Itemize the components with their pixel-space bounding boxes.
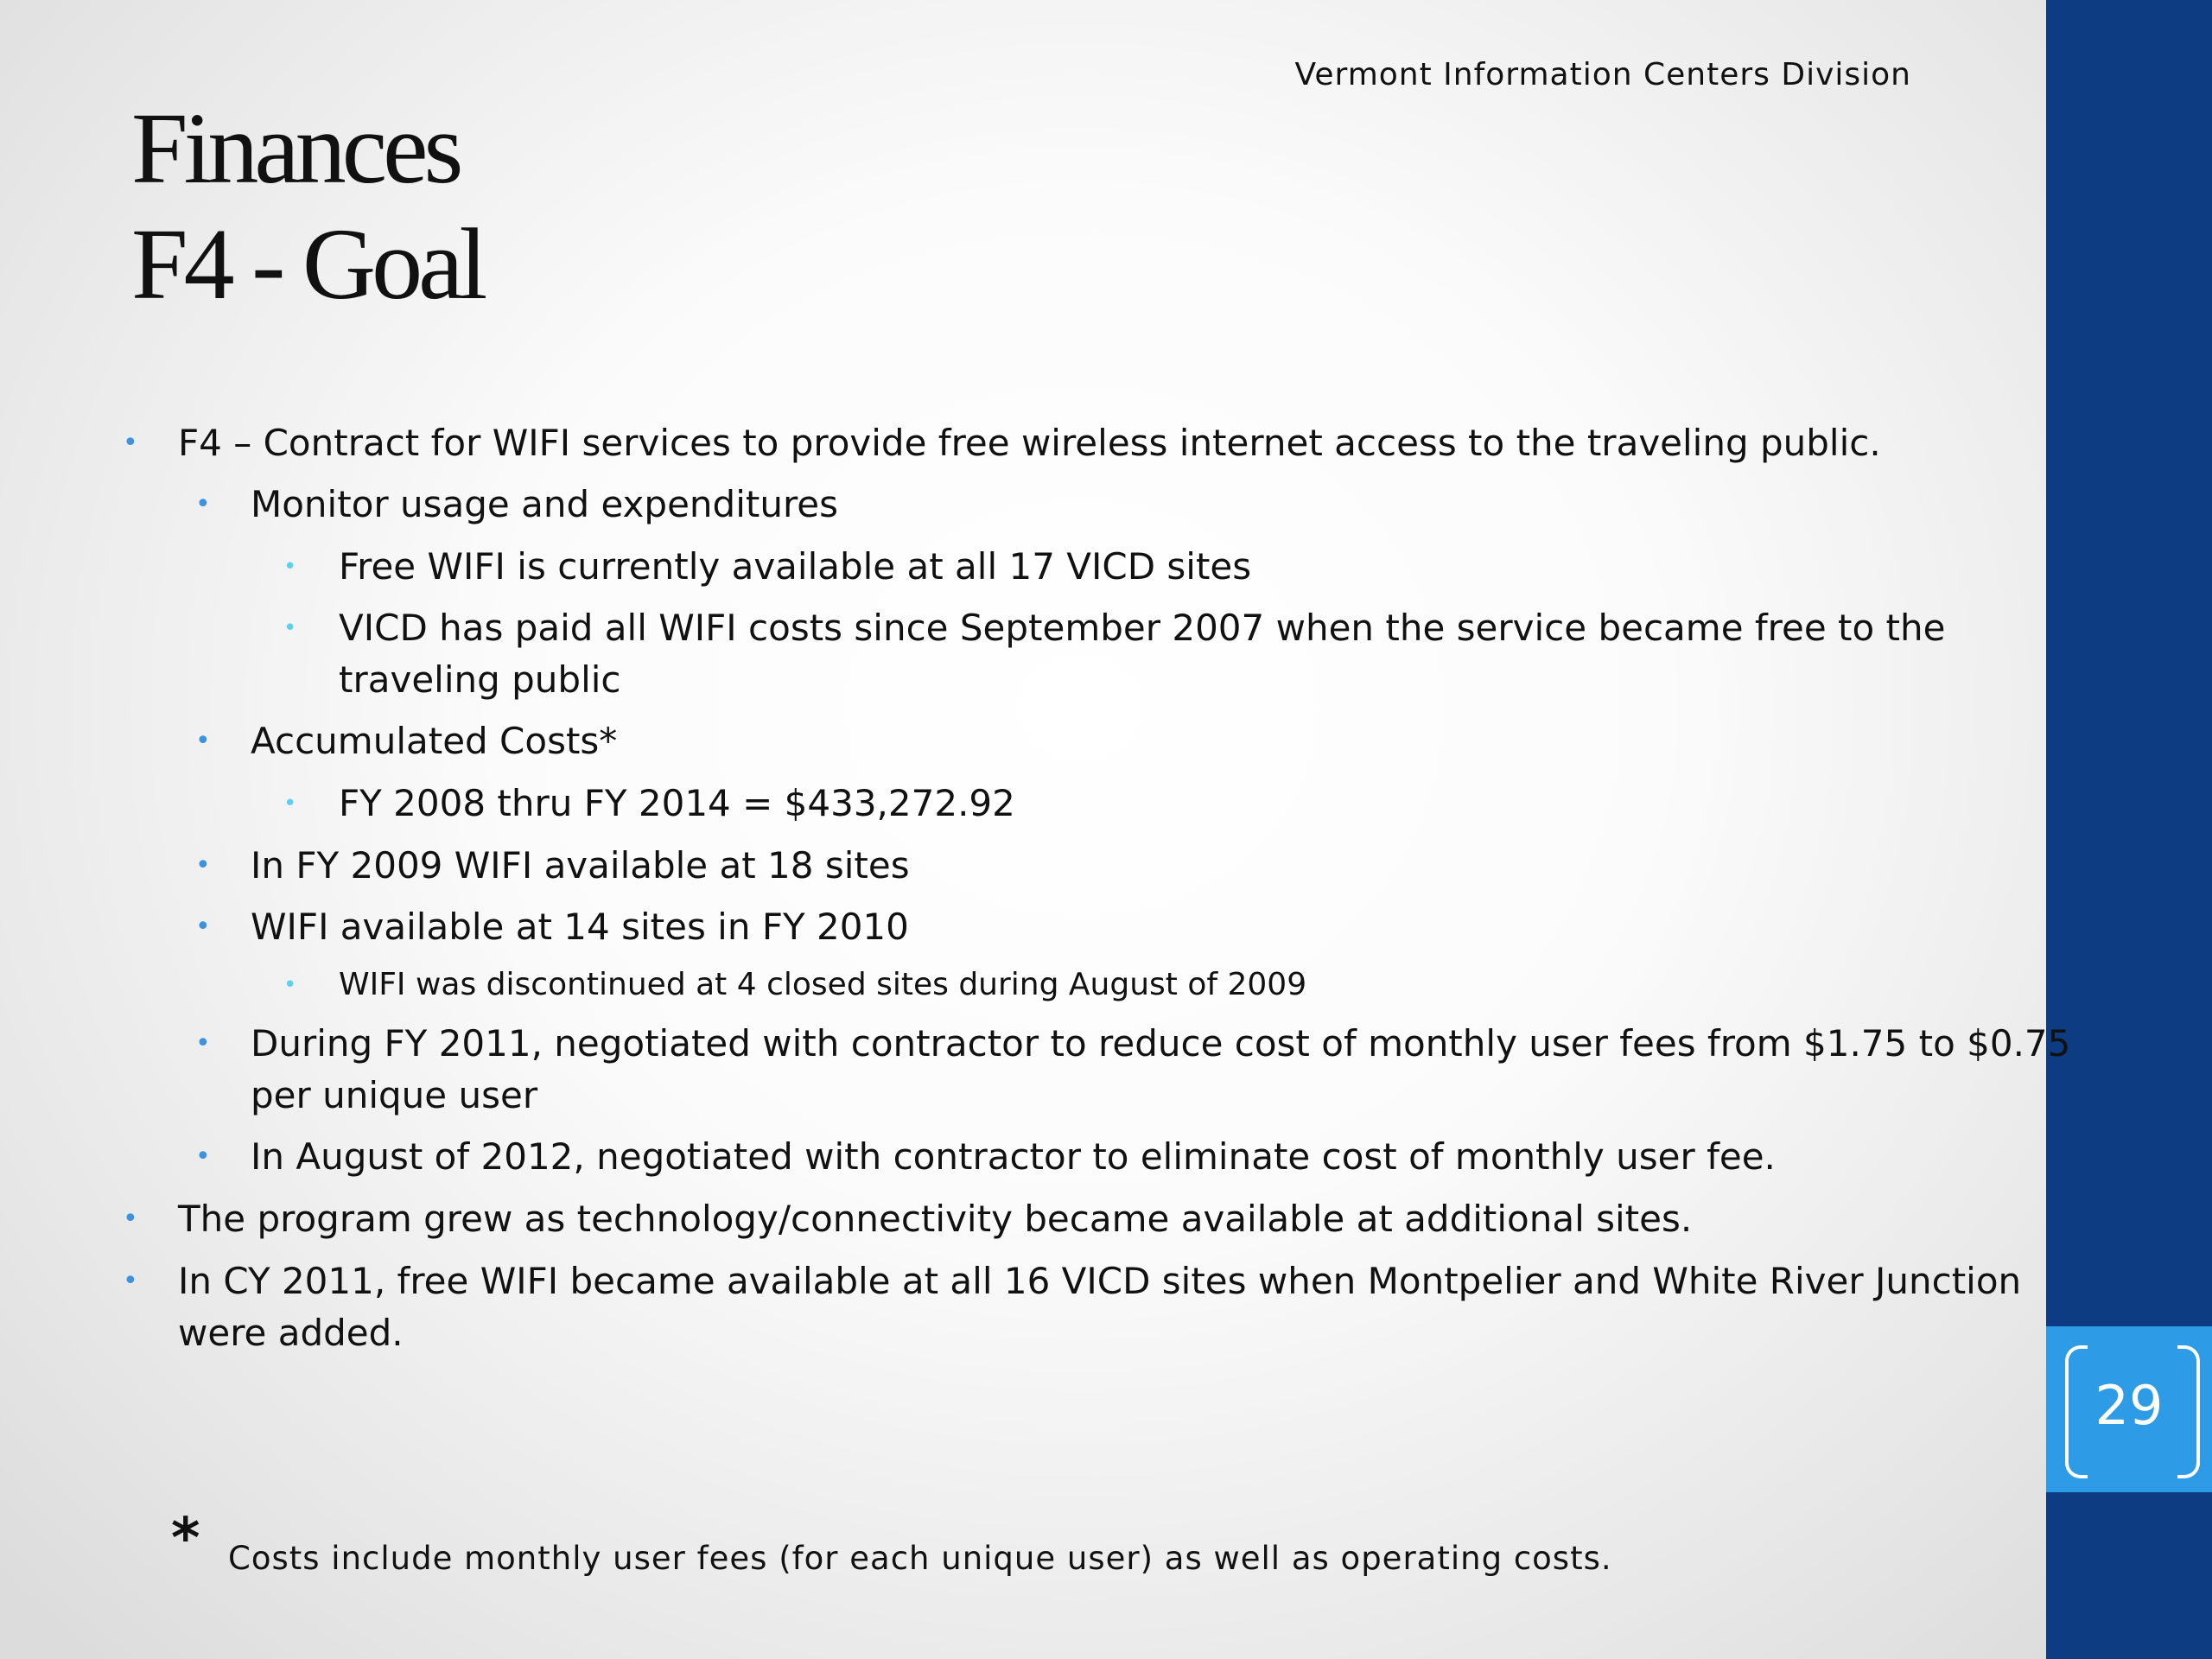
page-number-tab <box>2046 1326 2212 1492</box>
list-item-text: FY 2008 thru FY 2014 = $433,272.92 <box>339 782 1015 824</box>
title-line-2: F4 - Goal <box>131 207 484 321</box>
bullet-icon: • <box>283 972 297 998</box>
list-item <box>123 417 1881 469</box>
list-item-text: VICD has paid all WIFI costs since September 2007 when the service became free to the <box>339 607 1946 649</box>
list-item <box>123 1255 2022 1307</box>
list-item-text: In August of 2012, negotiated with contractor to eliminate cost of monthly user fee. <box>251 1135 1776 1178</box>
page-number: 29 <box>2094 1374 2164 1437</box>
list-item-text: WIFI available at 14 sites in FY 2010 <box>251 906 909 948</box>
bullet-icon: • <box>195 1028 211 1058</box>
bullet-icon: • <box>195 912 211 942</box>
list-item <box>195 840 910 892</box>
list-item-text: In CY 2011, free WIFI became available at all 16 VICD sites when Montpelier and White River Junction <box>178 1260 2022 1302</box>
list-item <box>195 1018 2071 1070</box>
bullet-icon: • <box>195 726 211 756</box>
bullet-icon: • <box>123 428 138 458</box>
bullet-icon: • <box>283 791 297 817</box>
bullet-icon: • <box>195 1141 211 1172</box>
bullet-icon: • <box>123 1266 138 1296</box>
bullet-icon: • <box>195 489 211 519</box>
list-item <box>283 963 1307 1007</box>
list-item <box>195 901 909 953</box>
list-item-text: The program grew as technology/connectivity became available at additional sites. <box>178 1198 1693 1240</box>
list-item-text: Accumulated Costs* <box>251 720 618 762</box>
list-item-continuation <box>339 654 621 706</box>
list-item <box>283 778 1015 830</box>
footnote-text: Costs include monthly user fees (for each unique user) as well as operating costs. <box>228 1540 1612 1577</box>
list-item <box>123 1193 1693 1245</box>
division-header: Vermont Information Centers Division <box>1294 57 1911 92</box>
list-item <box>195 479 839 531</box>
bullet-icon: • <box>123 1204 138 1234</box>
list-item <box>195 715 618 767</box>
list-item-text: WIFI was discontinued at 4 closed sites during August of 2009 <box>339 967 1307 1002</box>
bullet-icon: • <box>283 615 297 641</box>
bullet-icon: • <box>283 554 297 580</box>
list-item-text: Free WIFI is currently available at all 17 VICD sites <box>339 545 1252 588</box>
list-item-text: In FY 2009 WIFI available at 18 sites <box>251 844 910 887</box>
list-item-text: traveling public <box>339 658 621 701</box>
list-item-text: During FY 2011, negotiated with contractor to reduce cost of monthly user fees from $1.75 to $0.75 <box>251 1022 2071 1065</box>
list-item-text: F4 – Contract for WIFI services to provide free wireless internet access to the traveling public. <box>178 422 1881 464</box>
list-item-continuation <box>251 1070 537 1122</box>
list-item-text: Monitor usage and expenditures <box>251 483 839 525</box>
bullet-icon: • <box>195 850 211 880</box>
title-line-1: Finances <box>131 92 460 205</box>
list-item-text: per unique user <box>251 1074 538 1116</box>
list-item <box>195 1131 1776 1183</box>
list-item-text: were added. <box>178 1312 404 1354</box>
list-item-continuation <box>178 1307 404 1359</box>
asterisk-icon: * <box>171 1507 200 1571</box>
list-item <box>283 602 1946 654</box>
list-item <box>283 541 1252 593</box>
